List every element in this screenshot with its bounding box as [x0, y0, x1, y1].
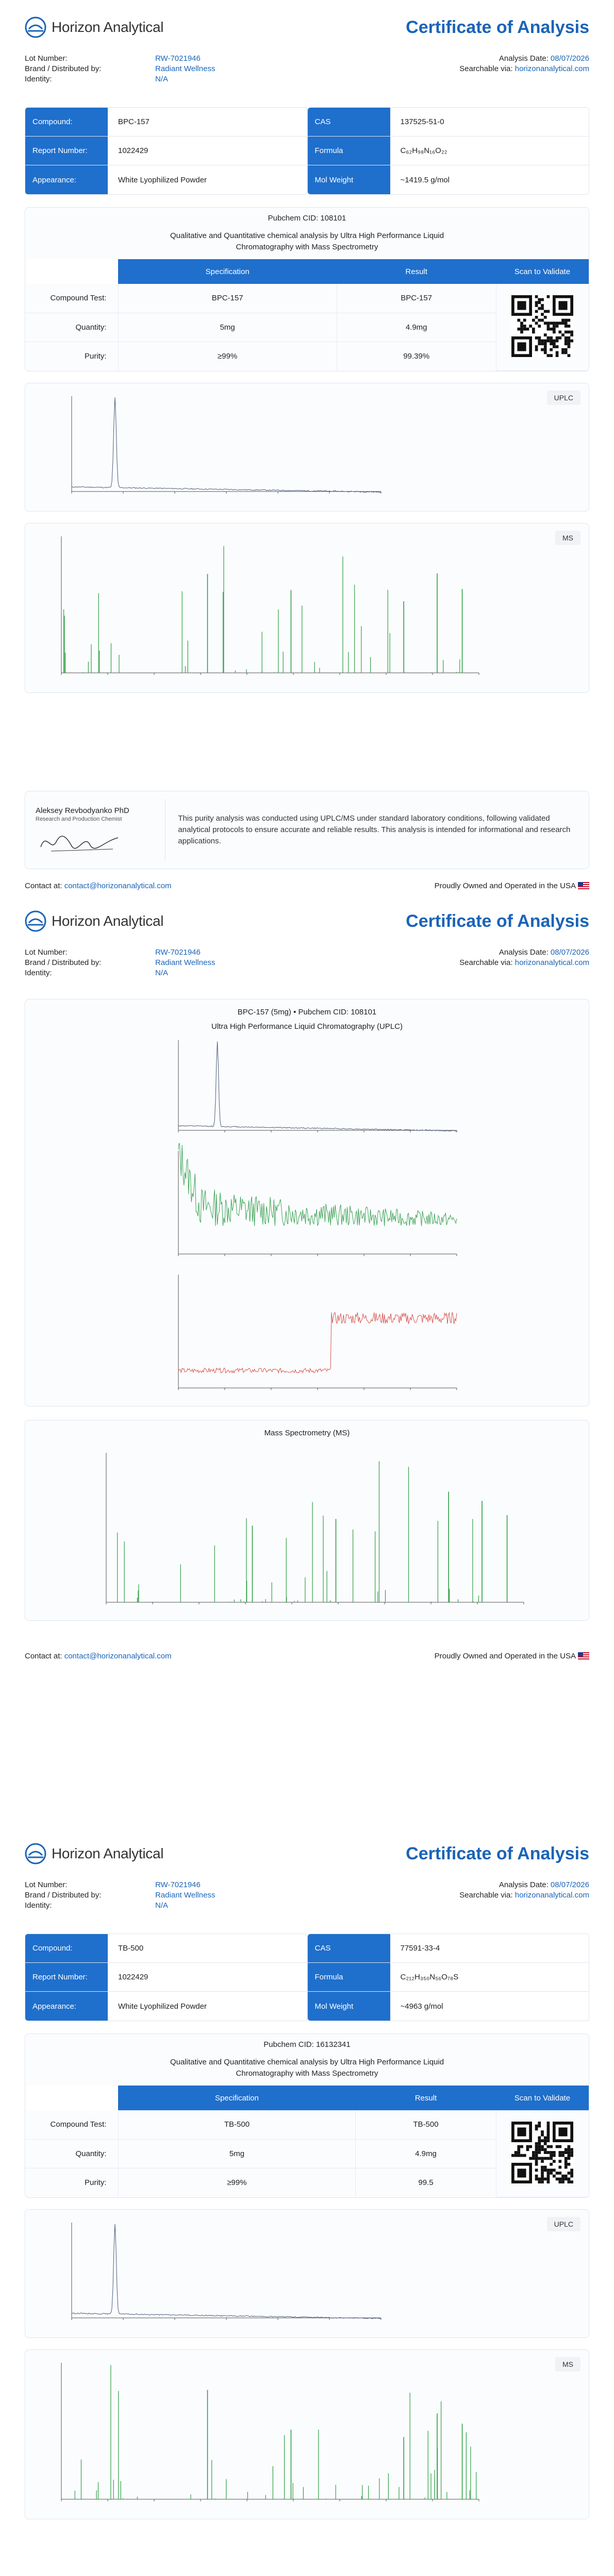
- brand-logo[interactable]: [25, 1843, 163, 1865]
- search-label: Searchable via:: [459, 64, 513, 73]
- uplc-chart-card: [25, 383, 589, 512]
- made-in-usa: Proudly Owned and Operated in the USA: [434, 881, 576, 890]
- info-boxes: [25, 1934, 589, 2021]
- coa-page-3: [0, 1826, 614, 2576]
- header: [25, 1838, 589, 1870]
- uplc-chart-card: [25, 2209, 589, 2338]
- date-label: Analysis Date:: [499, 54, 549, 63]
- lot-label: Lot Number:: [25, 948, 68, 957]
- scan-header: Scan to Validate: [496, 2086, 589, 2110]
- signer-role: Research and Production Chemist: [36, 816, 122, 822]
- compound-value: TB-500: [118, 1944, 144, 1953]
- spec-table: [25, 2086, 589, 2197]
- pubchem-card: [25, 207, 589, 371]
- date-value: 08/07/2026: [550, 1880, 589, 1889]
- spec-table: [25, 259, 589, 371]
- qr-cell: [496, 284, 589, 370]
- mw-label: Mol Weight: [308, 165, 390, 194]
- spec-header: Specification: [118, 259, 337, 284]
- brand-value[interactable]: Radiant Wellness: [155, 64, 215, 73]
- pubchem-id: Pubchem CID: 16132341: [263, 2040, 351, 2049]
- search-label: Searchable via:: [459, 958, 513, 967]
- detail-title: BPC-157 (5mg) • Pubchem CID: 108101: [237, 1008, 377, 1016]
- purity-spec: ≥99%: [118, 2168, 356, 2197]
- compound-test-result: TB-500: [356, 2110, 496, 2139]
- date-value: 08/07/2026: [550, 948, 589, 957]
- appearance-label: Appearance:: [25, 165, 108, 194]
- purity-result: 99.39%: [337, 342, 496, 370]
- compound-test-spec: BPC-157: [118, 284, 337, 313]
- ms-spectrum: [36, 2355, 489, 2512]
- identity-value: N/A: [155, 969, 169, 977]
- signer-name: Aleksey Revbodyanko PhD: [36, 806, 129, 815]
- mw-value: ~1419.5 g/mol: [400, 175, 450, 184]
- compound-test-spec: TB-500: [118, 2110, 356, 2139]
- footer: [25, 882, 589, 890]
- date-value: 08/07/2026: [550, 54, 589, 63]
- identity-label: Identity:: [25, 1901, 52, 1910]
- contact-email-link[interactable]: contact@horizonanalytical.com: [64, 881, 172, 890]
- purity-result: 99.5: [356, 2168, 496, 2197]
- brand-label: Brand / Distributed by:: [25, 64, 102, 73]
- horizon-logo-icon: [25, 16, 46, 38]
- lot-label: Lot Number:: [25, 54, 68, 63]
- identity-label: Identity:: [25, 969, 52, 977]
- compound-test-result: BPC-157: [337, 284, 496, 313]
- quantity-label: Quantity:: [25, 2139, 118, 2168]
- brand-logo[interactable]: [25, 16, 163, 38]
- us-flag-icon: [578, 1652, 589, 1659]
- pubchem-card: [25, 2033, 589, 2198]
- lot-value: RW-7021946: [155, 54, 201, 63]
- brand-name: Horizon Analytical: [52, 19, 164, 35]
- us-flag-icon: [578, 882, 589, 889]
- compound-label: Compound:: [25, 1934, 108, 1962]
- document-title: Certificate of Analysis: [406, 17, 589, 37]
- report-label: Report Number:: [25, 137, 108, 165]
- appearance-value: White Lyophilized Powder: [118, 175, 207, 184]
- cas-label: CAS: [308, 108, 390, 136]
- uplc-chromatogram: [36, 2215, 396, 2331]
- scan-header: Scan to Validate: [496, 259, 589, 284]
- search-label: Searchable via:: [459, 1891, 513, 1900]
- meta-block: [25, 1880, 589, 1911]
- uplc-chromatogram: [36, 388, 396, 504]
- lot-label: Lot Number:: [25, 1880, 68, 1889]
- qr-cell: [496, 2110, 589, 2197]
- contact-label: Contact at:: [25, 1652, 62, 1660]
- ms-detail-card: [25, 1420, 589, 1621]
- header: [25, 11, 589, 43]
- compound-value: BPC-157: [118, 117, 150, 126]
- brand-logo[interactable]: [25, 910, 163, 932]
- ms-chart-card: [25, 2349, 589, 2519]
- info-box-right: [307, 1934, 590, 2021]
- quantity-spec: 5mg: [118, 313, 337, 342]
- document-title: Certificate of Analysis: [406, 1843, 589, 1863]
- detail-subtitle: Ultra High Performance Liquid Chromatography (UPLC): [211, 1022, 403, 1031]
- report-value: 1022429: [118, 146, 148, 155]
- contact-label: Contact at:: [25, 881, 62, 890]
- brand-name: Horizon Analytical: [52, 913, 164, 929]
- report-label: Report Number:: [25, 1963, 108, 1991]
- formula-label: Formula: [308, 1963, 390, 1991]
- cas-value: 77591-33-4: [400, 1944, 440, 1953]
- brand-name: Horizon Analytical: [52, 1845, 164, 1861]
- handwritten-signature: [36, 826, 123, 857]
- quantity-result: 4.9mg: [356, 2139, 496, 2168]
- mw-label: Mol Weight: [308, 1992, 390, 2021]
- ms-badge: MS: [555, 531, 580, 545]
- search-link[interactable]: horizonanalytical.com: [515, 958, 589, 967]
- document-title: Certificate of Analysis: [406, 911, 589, 931]
- compound-label: Compound:: [25, 108, 108, 136]
- lot-value: RW-7021946: [155, 1880, 201, 1889]
- uv-trace-green: [142, 1143, 472, 1267]
- cas-value: 137525-51-0: [400, 117, 444, 126]
- mw-value: ~4963 g/mol: [400, 2002, 443, 2011]
- brand-value[interactable]: Radiant Wellness: [155, 958, 215, 967]
- ms-spectrum-detail: [80, 1445, 534, 1615]
- uplc-detail-card: [25, 999, 589, 1406]
- cas-label: CAS: [308, 1934, 390, 1962]
- header: [25, 905, 589, 937]
- gradient-trace-red: [142, 1267, 472, 1401]
- method-description: Qualitative and Quantitative chemical analysis by Ultra High Performance Liquid Chromatography with Mass Spectrometry: [170, 2058, 444, 2078]
- identity-value: N/A: [155, 1901, 169, 1910]
- ms-badge: MS: [555, 2357, 580, 2371]
- brand-value[interactable]: Radiant Wellness: [155, 1891, 215, 1900]
- compound-test-label: Compound Test:: [25, 284, 118, 313]
- qr-code-icon[interactable]: [511, 295, 573, 357]
- quantity-result: 4.9mg: [337, 313, 496, 342]
- qr-code-icon[interactable]: [511, 2122, 573, 2183]
- brand-label: Brand / Distributed by:: [25, 958, 102, 967]
- identity-value: N/A: [155, 75, 169, 83]
- date-label: Analysis Date:: [499, 948, 549, 957]
- search-link[interactable]: horizonanalytical.com: [515, 64, 589, 73]
- uplc-badge: UPLC: [547, 2217, 580, 2231]
- uplc-badge: UPLC: [547, 391, 580, 405]
- horizon-logo-icon: [25, 1843, 46, 1865]
- meta-block: [25, 54, 589, 84]
- appearance-value: White Lyophilized Powder: [118, 2002, 207, 2011]
- info-box-left: [25, 107, 307, 195]
- purity-label: Purity:: [84, 2178, 107, 2187]
- ms-spectrum: [36, 529, 489, 686]
- made-in-usa: Proudly Owned and Operated in the USA: [434, 1652, 576, 1660]
- info-boxes: [25, 107, 589, 195]
- pubchem-id: Pubchem CID: 108101: [268, 214, 346, 223]
- signature-card: [25, 791, 589, 869]
- appearance-label: Appearance:: [25, 1992, 108, 2021]
- purity-spec: ≥99%: [118, 342, 337, 370]
- quantity-label: Quantity:: [25, 313, 118, 342]
- ms-chart-card: [25, 523, 589, 693]
- spec-header: Specification: [118, 2086, 356, 2110]
- result-header: Result: [337, 259, 496, 284]
- result-header: Result: [356, 2086, 496, 2110]
- signature-statement: This purity analysis was conducted using UPLC/MS under standard laboratory conditions, following validated analytical protocols to ensure accurate and reliable results. This analysis is intended for informational and research applications.: [178, 814, 571, 845]
- info-box-right: [307, 107, 590, 195]
- formula-value: C₆₂H₉₈N₁₆O₂₂: [400, 146, 447, 155]
- compound-test-label: Compound Test:: [25, 2110, 118, 2139]
- quantity-spec: 5mg: [118, 2139, 356, 2168]
- identity-label: Identity:: [25, 75, 52, 83]
- coa-page-2: [0, 894, 614, 1826]
- lot-value: RW-7021946: [155, 948, 201, 957]
- date-label: Analysis Date:: [499, 1880, 549, 1889]
- info-box-left: [25, 1934, 307, 2021]
- purity-label: Purity:: [84, 351, 107, 361]
- method-description: Qualitative and Quantitative chemical analysis by Ultra High Performance Liquid Chromatography with Mass Spectrometry: [170, 231, 444, 251]
- contact-email-link[interactable]: contact@horizonanalytical.com: [64, 1652, 172, 1660]
- brand-label: Brand / Distributed by:: [25, 1891, 102, 1900]
- ms-section-title: Mass Spectrometry (MS): [264, 1429, 350, 1437]
- formula-value: C₂₁₂H₃₅₀N₅₆O₇₈S: [400, 1973, 459, 1981]
- footer: [25, 1652, 589, 1660]
- uplc-chromatogram-detail: [142, 1032, 472, 1143]
- meta-block: [25, 947, 589, 978]
- search-link[interactable]: horizonanalytical.com: [515, 1891, 589, 1900]
- coa-page-1: [0, 0, 614, 894]
- horizon-logo-icon: [25, 910, 46, 932]
- formula-label: Formula: [308, 137, 390, 165]
- report-value: 1022429: [118, 1973, 148, 1981]
